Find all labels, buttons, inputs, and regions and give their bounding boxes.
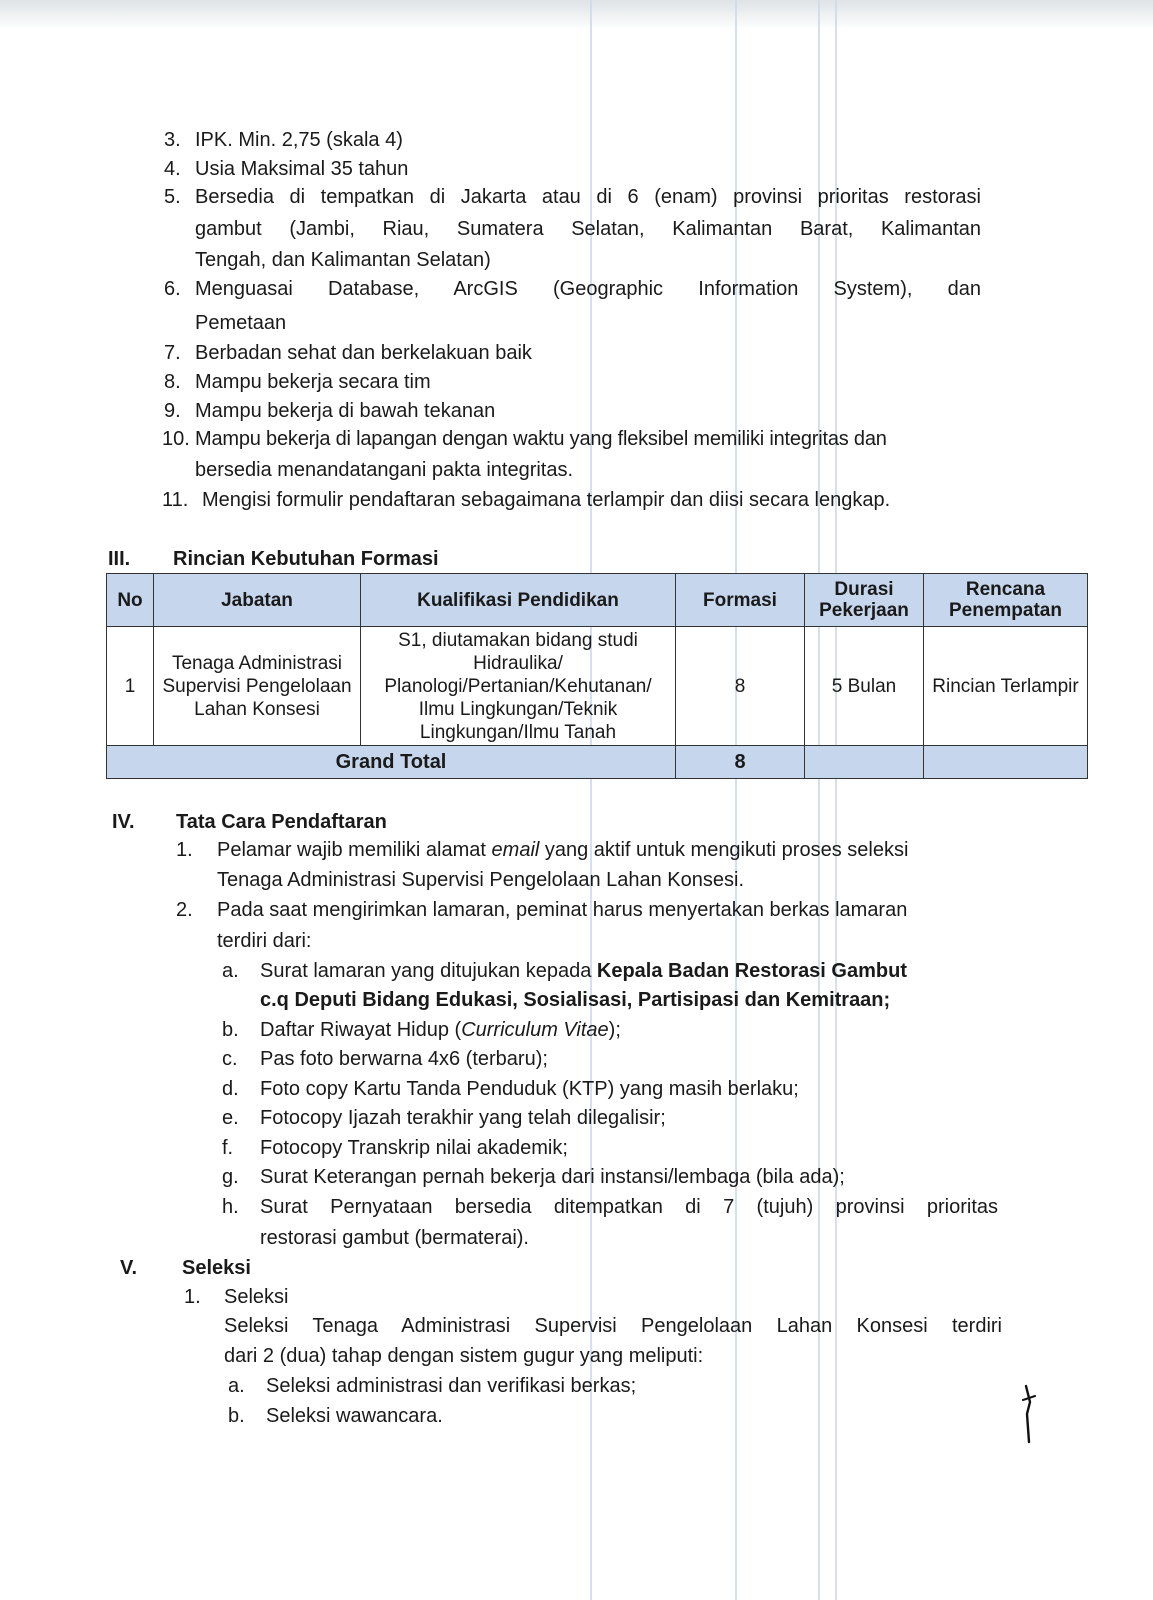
- column-header: Durasi Pekerjaan: [805, 574, 924, 627]
- document-page: 3. IPK. Min. 2,75 (skala 4) 4. Usia Maksimal 35 tahun 5. Bersedia di tempatkan di Jakarta atau di 6 (enam) provinsi prioritas restorasi gambut (Jambi, Riau, Sumatera Selatan, Kalimantan Barat, Kalimantan Tengah, dan Kalimantan Selatan) 6. Menguasai Database, ArcGIS (Geographic Information System), dan Pemetaan 7. Berbadan sehat dan berkelakuan baik 8. Mampu bekerja secara tim 9. Mampu bekerja di bawah tekanan 10. Mampu bekerja di lapangan dengan waktu yang fleksibel memiliki integritas dan bersedia menandatangani pakta integritas. 11. Mengisi formulir pendaftaran sebagaimana terlampir dan diisi secara lengkap. III. Rincian Kebutuhan Formasi No Jabatan Kualifikasi Pendidikan Formasi Durasi Pekerjaan Rencana Penempatan 1 Tenaga Administrasi Supervisi Pengelolaan Lahan Konsesi S1, diutamakan bidang studi Hidraulika/ Planologi/Pertanian/Kehutanan/ Ilmu Lingkungan/Teknik Lingkungan/Ilmu Tanah 8 5 Bulan Rincian Terlampir Grand Total 8 IV. Tata Cara Pendaftaran 1. Pelamar wajib memiliki alamat email yang aktif untuk mengikuti proses seleksi Tenaga Administrasi Supervisi Pengelolaan Lahan Konsesi. 2. Pada saat mengirimkan lamaran, peminat harus menyertakan berkas lamaran terdiri dari: a. Surat lamaran yang ditujukan kepada Kepala Badan Restorasi Gambut c.q Deputi Bidang Edukasi, Sosialisasi, Partisipasi dan Kemitraan; b. Daftar Riwayat Hidup (Curriculum Vitae); c. Pas foto berwarna 4x6 (terbaru); d. Foto copy Kartu Tanda Penduduk (KTP) yang masih berlaku; e. Fotocopy Ijazah terakhir yang telah dilegalisir; f. Fotocopy Transkrip nilai akademik; g. Surat Keterangan pernah bekerja dari instansi/lembaga (bila ada); h. Surat Pernyataan bersedia ditempatkan di 7 (tujuh) provinsi prioritas restorasi gambut (bermaterai). V. Seleksi 1. Seleksi Seleksi Tenaga Administrasi Supervisi Pengelolaan Lahan Konsesi terdiri dari 2 (dua) tahap dengan sistem gugur yang meliputi: a. Seleksi administrasi dan verifikasi berkas; b. Seleksi wawancara.: [0, 0, 1153, 1600]
- scan-top-shadow: [0, 0, 1153, 30]
- section-number: III.: [108, 548, 131, 570]
- section-title: Tata Cara Pendaftaran: [176, 811, 387, 833]
- table-cell: S1, diutamakan bidang studi Hidraulika/ Planologi/Pertanian/Kehutanan/ Ilmu Lingkungan/Teknik Lingkungan/Ilmu Tanah: [361, 627, 676, 746]
- table-cell: [924, 746, 1088, 779]
- formasi-table: [106, 573, 1088, 779]
- table-cell: Tenaga Administrasi Supervisi Pengelolaan Lahan Konsesi: [154, 627, 361, 746]
- total-value: 8: [676, 746, 805, 779]
- table-cell: Rincian Terlampir: [924, 627, 1088, 746]
- section-title: Rincian Kebutuhan Formasi: [173, 548, 439, 570]
- section-number: IV.: [112, 811, 135, 833]
- table-cell: [805, 746, 924, 779]
- column-header: Kualifikasi Pendidikan: [361, 574, 676, 627]
- total-label: Grand Total: [107, 746, 676, 779]
- column-header: Jabatan: [154, 574, 361, 627]
- column-header: No: [107, 574, 154, 627]
- column-header: Formasi: [676, 574, 805, 627]
- table-cell: 1: [107, 627, 154, 746]
- initial-signature-mark: [1022, 1384, 1036, 1444]
- table-row: [107, 627, 1088, 746]
- section-number: V.: [120, 1257, 138, 1279]
- table-header-row: [107, 574, 1088, 627]
- table-total-row: [107, 746, 1088, 779]
- table-cell: 8: [676, 627, 805, 746]
- column-header: Rencana Penempatan: [924, 574, 1088, 627]
- section-title: Seleksi: [182, 1257, 251, 1279]
- table-cell: 5 Bulan: [805, 627, 924, 746]
